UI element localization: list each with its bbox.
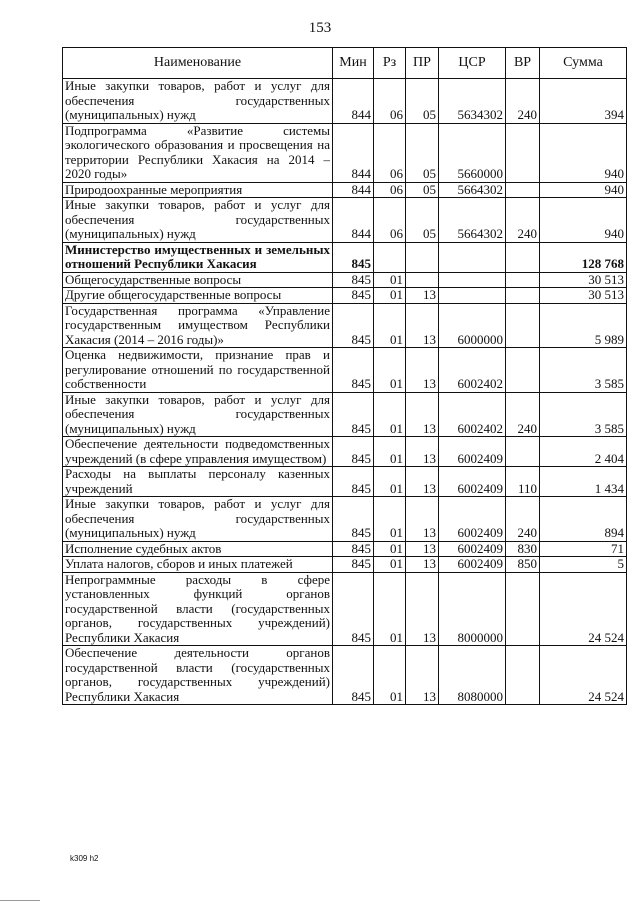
cell-csr: 6002402 bbox=[439, 348, 506, 393]
cell-csr bbox=[439, 272, 506, 288]
cell-pr: 13 bbox=[406, 467, 439, 497]
cell-csr: 8080000 bbox=[439, 646, 506, 705]
cell-vr bbox=[506, 303, 540, 348]
table-row bbox=[63, 467, 627, 497]
cell-pr bbox=[406, 272, 439, 288]
table-row bbox=[63, 541, 627, 557]
cell-sum: 1 434 bbox=[540, 467, 627, 497]
cell-name: Исполнение судебных актов bbox=[63, 541, 333, 557]
cell-csr: 8000000 bbox=[439, 572, 506, 646]
cell-sum: 5 bbox=[540, 557, 627, 573]
cell-sum: 3 585 bbox=[540, 348, 627, 393]
cell-sum: 940 bbox=[540, 182, 627, 198]
cell-sum: 30 513 bbox=[540, 288, 627, 304]
cell-rz: 06 bbox=[374, 123, 406, 182]
cell-rz: 01 bbox=[374, 288, 406, 304]
cell-rz: 06 bbox=[374, 198, 406, 243]
table-row bbox=[63, 79, 627, 124]
table-row bbox=[63, 272, 627, 288]
table-row bbox=[63, 572, 627, 646]
table-row bbox=[63, 348, 627, 393]
cell-csr: 6002409 bbox=[439, 497, 506, 542]
cell-csr: 5660000 bbox=[439, 123, 506, 182]
cell-name: Природоохранные мероприятия bbox=[63, 182, 333, 198]
cell-pr bbox=[406, 242, 439, 272]
page-number: 153 bbox=[308, 20, 332, 36]
cell-vr: 240 bbox=[506, 79, 540, 124]
cell-csr: 6002409 bbox=[439, 467, 506, 497]
cell-min: 845 bbox=[333, 242, 374, 272]
table-row bbox=[63, 497, 627, 542]
cell-csr: 5664302 bbox=[439, 182, 506, 198]
cell-name: Оценка недвижимости, признание прав и регулирование отношений по государственной собственности bbox=[63, 348, 333, 393]
table-row bbox=[63, 303, 627, 348]
cell-rz: 01 bbox=[374, 348, 406, 393]
header-rz: Рз bbox=[374, 48, 406, 79]
cell-pr: 13 bbox=[406, 572, 439, 646]
cell-vr: 240 bbox=[506, 392, 540, 437]
header-sum: Сумма bbox=[540, 48, 627, 79]
cell-vr bbox=[506, 646, 540, 705]
cell-vr bbox=[506, 348, 540, 393]
cell-vr bbox=[506, 272, 540, 288]
cell-pr: 13 bbox=[406, 646, 439, 705]
cell-sum: 940 bbox=[540, 198, 627, 243]
budget-table bbox=[62, 47, 627, 705]
cell-min: 845 bbox=[333, 572, 374, 646]
cell-rz: 01 bbox=[374, 541, 406, 557]
cell-sum: 894 bbox=[540, 497, 627, 542]
cell-min: 844 bbox=[333, 182, 374, 198]
cell-vr bbox=[506, 242, 540, 272]
cell-sum: 2 404 bbox=[540, 437, 627, 467]
cell-vr: 240 bbox=[506, 198, 540, 243]
cell-sum: 394 bbox=[540, 79, 627, 124]
cell-rz: 01 bbox=[374, 437, 406, 467]
cell-rz: 01 bbox=[374, 572, 406, 646]
cell-csr bbox=[439, 242, 506, 272]
cell-min: 845 bbox=[333, 303, 374, 348]
cell-name: Расходы на выплаты персоналу казенных учреждений bbox=[63, 467, 333, 497]
cell-vr bbox=[506, 572, 540, 646]
cell-csr: 6002409 bbox=[439, 437, 506, 467]
cell-rz: 01 bbox=[374, 272, 406, 288]
table-row bbox=[63, 557, 627, 573]
table-row bbox=[63, 437, 627, 467]
cell-min: 845 bbox=[333, 497, 374, 542]
cell-name: Иные закупки товаров, работ и услуг для обеспечения государственных (муниципальных) нужд bbox=[63, 79, 333, 124]
cell-rz: 01 bbox=[374, 467, 406, 497]
cell-rz: 01 bbox=[374, 303, 406, 348]
header-name: Наименование bbox=[63, 48, 333, 79]
cell-pr: 13 bbox=[406, 557, 439, 573]
cell-pr: 05 bbox=[406, 123, 439, 182]
cell-sum: 24 524 bbox=[540, 646, 627, 705]
table-row bbox=[63, 182, 627, 198]
cell-vr bbox=[506, 123, 540, 182]
cell-min: 845 bbox=[333, 288, 374, 304]
table-row bbox=[63, 242, 627, 272]
cell-rz: 01 bbox=[374, 646, 406, 705]
cell-pr: 13 bbox=[406, 541, 439, 557]
cell-pr: 05 bbox=[406, 79, 439, 124]
cell-sum: 128 768 bbox=[540, 242, 627, 272]
cell-sum: 5 989 bbox=[540, 303, 627, 348]
cell-name: Иные закупки товаров, работ и услуг для обеспечения государственных (муниципальных) нужд bbox=[63, 198, 333, 243]
cell-min: 845 bbox=[333, 646, 374, 705]
cell-min: 845 bbox=[333, 348, 374, 393]
cell-pr: 13 bbox=[406, 497, 439, 542]
cell-sum: 24 524 bbox=[540, 572, 627, 646]
cell-pr: 05 bbox=[406, 198, 439, 243]
cell-rz: 06 bbox=[374, 182, 406, 198]
cell-pr: 05 bbox=[406, 182, 439, 198]
cell-sum: 30 513 bbox=[540, 272, 627, 288]
cell-name: Подпрограмма «Развитие системы экологического образования и просвещения на территории Республики Хакасия на 2014 – 2020 годы» bbox=[63, 123, 333, 182]
cell-min: 845 bbox=[333, 557, 374, 573]
cell-csr: 5634302 bbox=[439, 79, 506, 124]
cell-name: Обеспечение деятельности подведомственных учреждений (в сфере управления имуществом) bbox=[63, 437, 333, 467]
header-pr: ПР bbox=[406, 48, 439, 79]
cell-pr: 13 bbox=[406, 348, 439, 393]
cell-csr bbox=[439, 288, 506, 304]
cell-name: Уплата налогов, сборов и иных платежей bbox=[63, 557, 333, 573]
cell-vr: 240 bbox=[506, 497, 540, 542]
cell-min: 845 bbox=[333, 392, 374, 437]
cell-min: 844 bbox=[333, 123, 374, 182]
cell-name: Иные закупки товаров, работ и услуг для обеспечения государственных (муниципальных) нужд bbox=[63, 497, 333, 542]
cell-min: 845 bbox=[333, 541, 374, 557]
cell-pr: 13 bbox=[406, 303, 439, 348]
table-row bbox=[63, 392, 627, 437]
cell-rz: 06 bbox=[374, 79, 406, 124]
table-row bbox=[63, 646, 627, 705]
cell-csr: 6002409 bbox=[439, 557, 506, 573]
cell-csr: 6000000 bbox=[439, 303, 506, 348]
cell-min: 845 bbox=[333, 437, 374, 467]
cell-pr: 13 bbox=[406, 392, 439, 437]
cell-vr: 850 bbox=[506, 557, 540, 573]
cell-sum: 940 bbox=[540, 123, 627, 182]
cell-min: 844 bbox=[333, 79, 374, 124]
header-min: Мин bbox=[333, 48, 374, 79]
cell-name: Министерство имущественных и земельных отношений Республики Хакасия bbox=[63, 242, 333, 272]
cell-name: Иные закупки товаров, работ и услуг для обеспечения государственных (муниципальных) нужд bbox=[63, 392, 333, 437]
cell-vr bbox=[506, 288, 540, 304]
table-row bbox=[63, 288, 627, 304]
cell-vr: 110 bbox=[506, 467, 540, 497]
cell-pr: 13 bbox=[406, 288, 439, 304]
cell-name: Другие общегосударственные вопросы bbox=[63, 288, 333, 304]
table-row bbox=[63, 123, 627, 182]
cell-min: 845 bbox=[333, 272, 374, 288]
cell-csr: 5664302 bbox=[439, 198, 506, 243]
cell-name: Государственная программа «Управление государственным имуществом Республики Хакасия (2014 – 2016 годы)» bbox=[63, 303, 333, 348]
cell-rz: 01 bbox=[374, 392, 406, 437]
cell-csr: 6002402 bbox=[439, 392, 506, 437]
cell-name: Обеспечение деятельности органов государственной власти (государственных органов, государственных учреждений) Республики Хакасия bbox=[63, 646, 333, 705]
cell-rz: 01 bbox=[374, 497, 406, 542]
cell-min: 845 bbox=[333, 467, 374, 497]
cell-vr bbox=[506, 437, 540, 467]
cell-pr: 13 bbox=[406, 437, 439, 467]
corner-mark bbox=[0, 900, 40, 901]
cell-sum: 71 bbox=[540, 541, 627, 557]
header-csr: ЦСР bbox=[439, 48, 506, 79]
cell-sum: 3 585 bbox=[540, 392, 627, 437]
footer-code: k309 h2 bbox=[70, 854, 99, 863]
cell-name: Непрограммные расходы в сфере установленных функций органов государственной власти (государственных органов, государственных учреждений) Республики Хакасия bbox=[63, 572, 333, 646]
cell-vr: 830 bbox=[506, 541, 540, 557]
cell-name: Общегосударственные вопросы bbox=[63, 272, 333, 288]
cell-rz bbox=[374, 242, 406, 272]
table-body bbox=[63, 79, 627, 705]
cell-min: 844 bbox=[333, 198, 374, 243]
table-header bbox=[63, 48, 627, 79]
table-row bbox=[63, 198, 627, 243]
cell-rz: 01 bbox=[374, 557, 406, 573]
header-vr: ВР bbox=[506, 48, 540, 79]
cell-csr: 6002409 bbox=[439, 541, 506, 557]
cell-vr bbox=[506, 182, 540, 198]
